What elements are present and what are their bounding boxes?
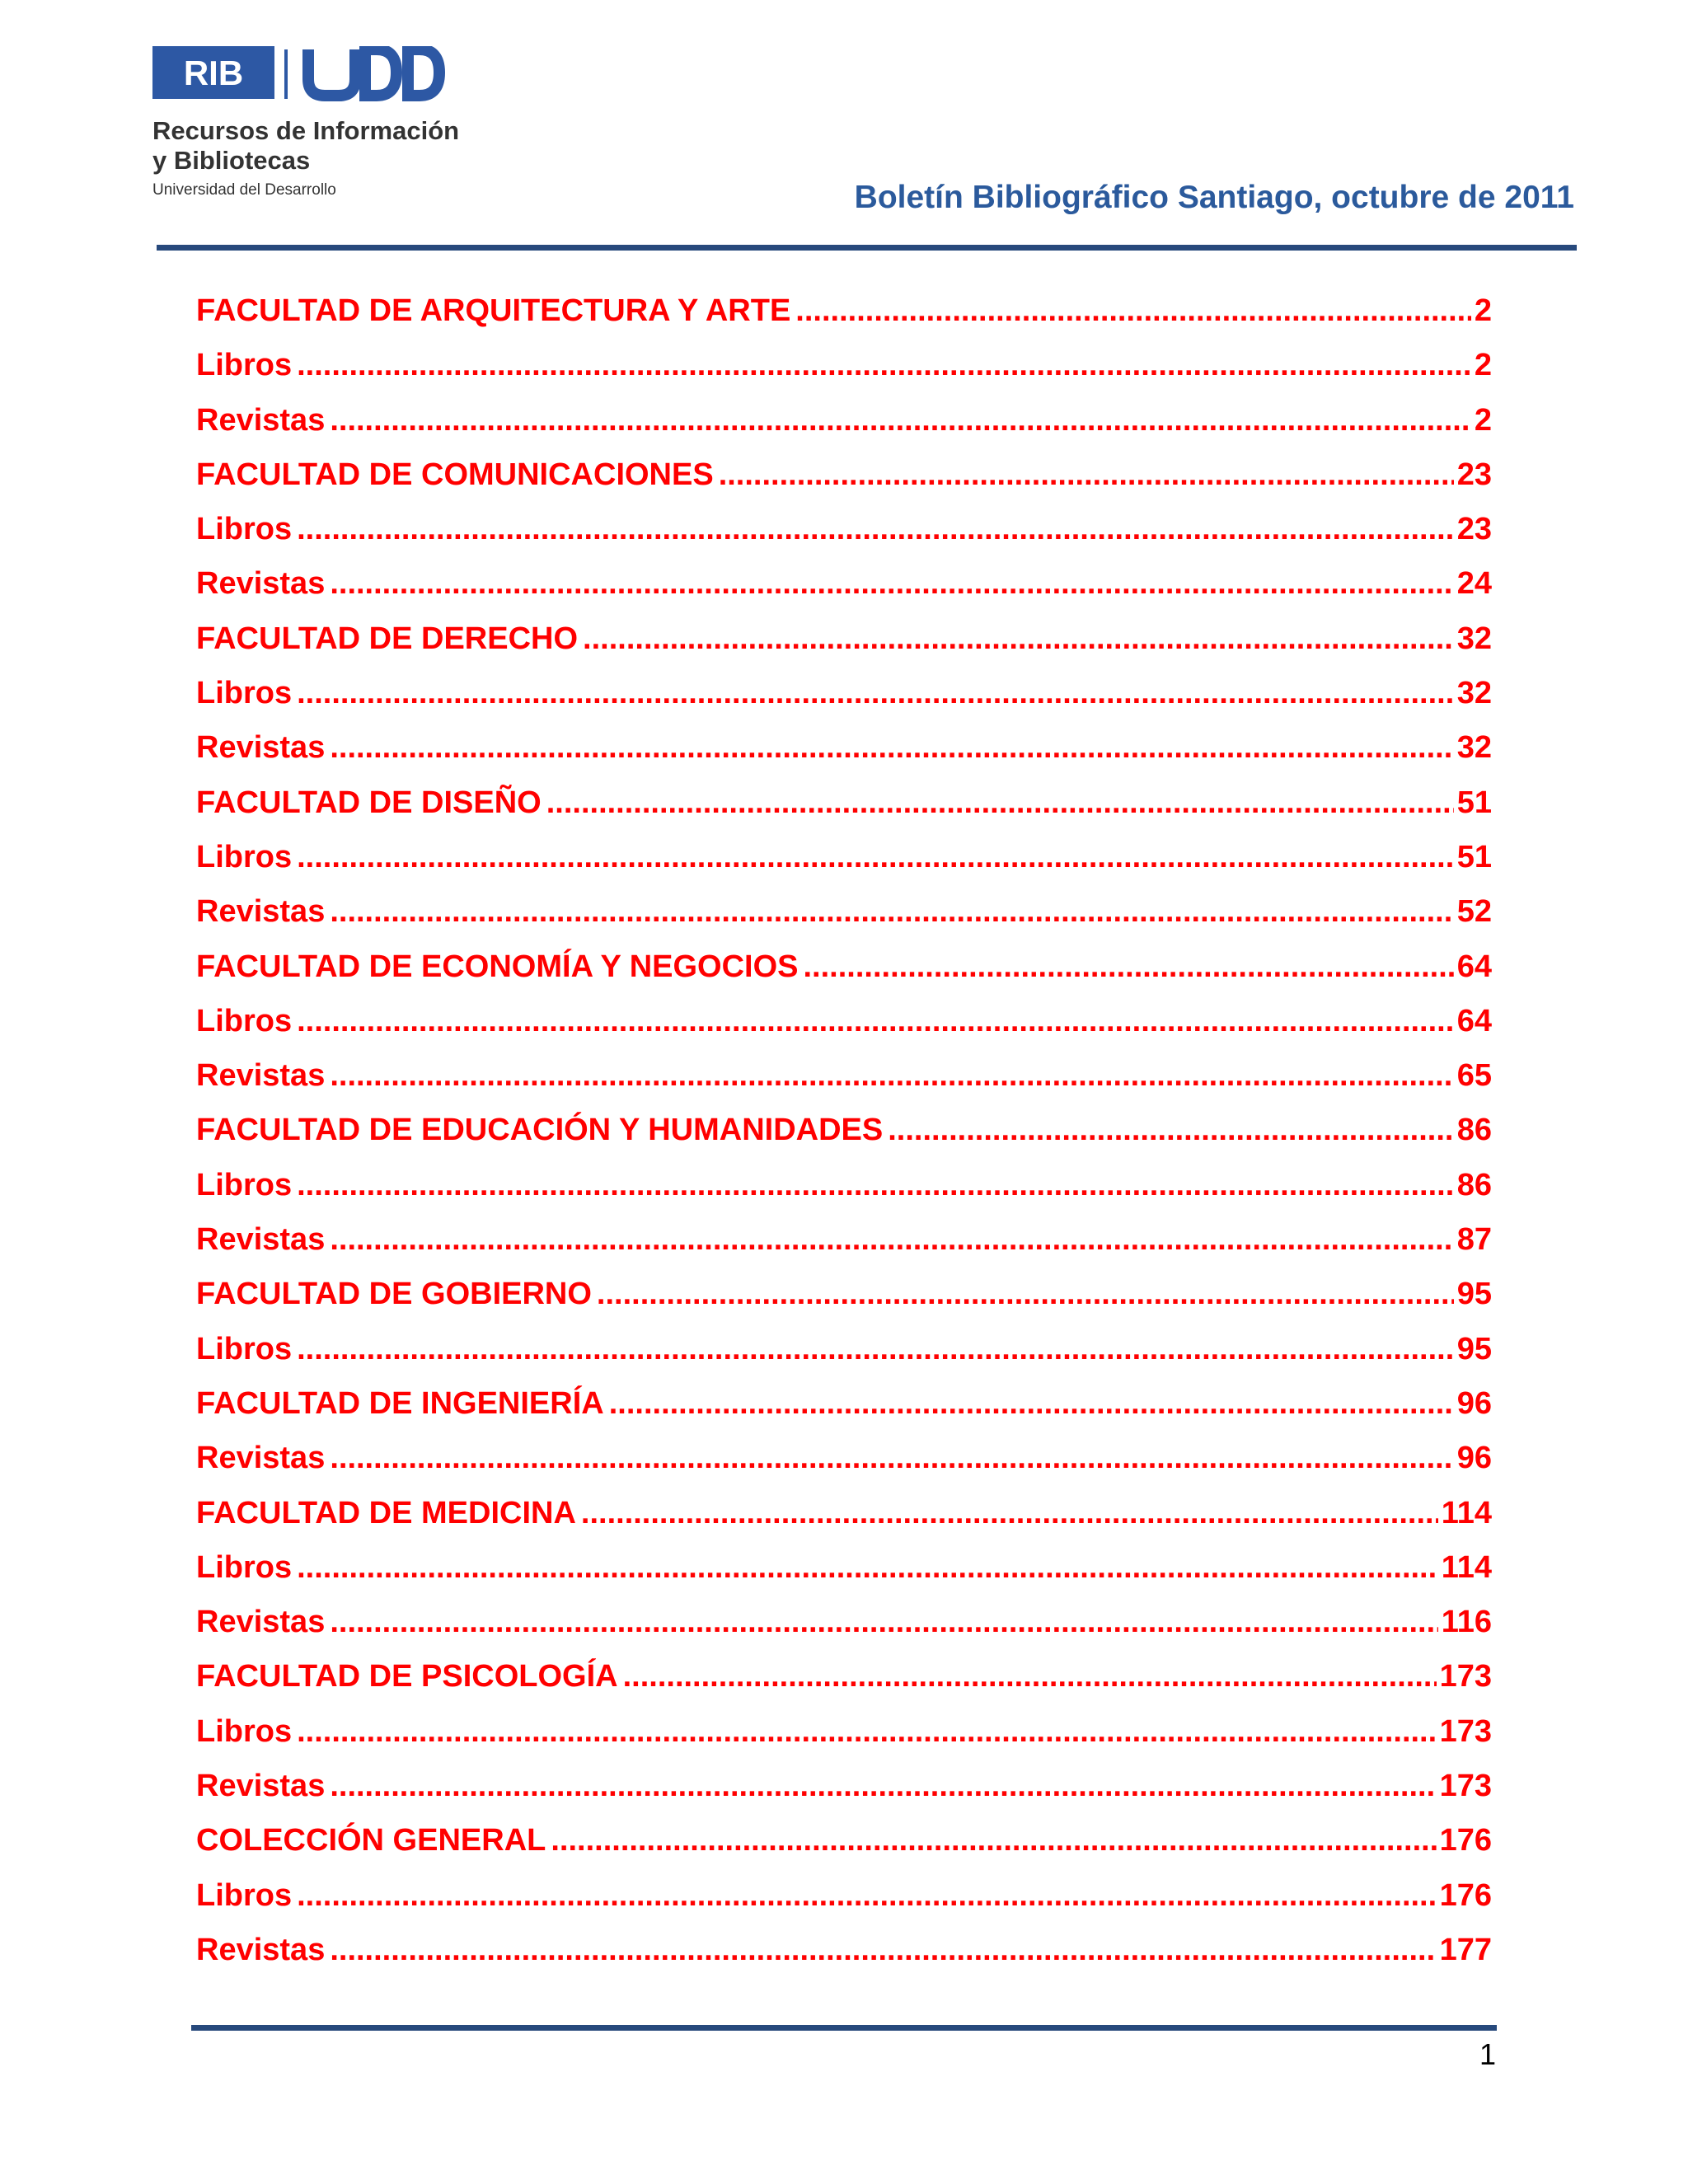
toc-dot-leader <box>609 1376 1454 1431</box>
toc-entry-page: 23 <box>1456 512 1492 547</box>
toc-entry-page: 2 <box>1474 402 1492 438</box>
toc-entry-page: 24 <box>1456 566 1492 602</box>
toc-dot-leader <box>597 1267 1454 1321</box>
toc-entry-label: FACULTAD DE DISEÑO <box>196 785 542 820</box>
toc-entry[interactable] <box>196 612 1492 666</box>
toc-entry-page: 96 <box>1456 1441 1492 1476</box>
toc-entry-page: 2 <box>1474 293 1492 328</box>
toc-entry-label: Revistas <box>196 1058 326 1094</box>
toc-dot-leader <box>551 1813 1436 1868</box>
toc-dot-leader <box>330 556 1453 611</box>
toc-entry-page: 176 <box>1439 1877 1492 1913</box>
toc-entry-label: FACULTAD DE INGENIERÍA <box>196 1385 604 1421</box>
toc-entry-label: FACULTAD DE GOBIERNO <box>196 1277 592 1312</box>
toc-entry-page: 87 <box>1456 1222 1492 1258</box>
toc-entry-label: FACULTAD DE DERECHO <box>196 621 579 656</box>
toc-dot-leader <box>719 448 1454 502</box>
toc-entry[interactable] <box>196 1212 1492 1267</box>
toc-entry-label: Revistas <box>196 1932 326 1967</box>
toc-entry-page: 32 <box>1456 730 1492 766</box>
toc-entry[interactable] <box>196 1813 1492 1868</box>
toc-entry-page: 32 <box>1456 621 1492 656</box>
toc-entry-label: Libros <box>196 676 293 711</box>
toc-entry[interactable] <box>196 1322 1492 1376</box>
toc-dot-leader <box>330 1923 1436 1977</box>
toc-entry-label: Revistas <box>196 402 326 438</box>
logo-line2: y Bibliotecas <box>152 146 311 175</box>
toc-entry[interactable] <box>196 393 1492 448</box>
logo-line3: Universidad del Desarrollo <box>152 181 336 199</box>
header-divider <box>157 245 1577 251</box>
toc-entry-label: Libros <box>196 1167 293 1202</box>
toc-dot-leader <box>330 884 1453 939</box>
toc-entry-page: 116 <box>1441 1605 1492 1640</box>
toc-dot-leader <box>330 720 1453 775</box>
rib-udd-logo <box>152 46 466 203</box>
toc-entry-page: 52 <box>1456 894 1492 930</box>
toc-dot-leader <box>297 338 1471 392</box>
toc-dot-leader <box>297 1322 1454 1376</box>
toc-entry-page: 86 <box>1456 1113 1492 1148</box>
toc-entry[interactable] <box>196 1595 1492 1649</box>
toc-dot-leader <box>330 393 1471 448</box>
toc-entry-label: Libros <box>196 512 293 547</box>
toc-entry-label: FACULTAD DE PSICOLOGÍA <box>196 1659 618 1694</box>
toc-entry[interactable] <box>196 884 1492 939</box>
toc-entry-page: 64 <box>1456 1003 1492 1038</box>
toc-entry-page: 2 <box>1474 348 1492 383</box>
toc-entry[interactable] <box>196 1759 1492 1813</box>
toc-entry[interactable] <box>196 556 1492 611</box>
toc-entry-label: Libros <box>196 1549 293 1585</box>
toc-entry[interactable] <box>196 1048 1492 1103</box>
toc-entry[interactable] <box>196 720 1492 775</box>
toc-entry-label: COLECCIÓN GENERAL <box>196 1823 546 1858</box>
toc-entry-page: 86 <box>1456 1167 1492 1202</box>
toc-entry-label: Libros <box>196 1713 293 1749</box>
toc-dot-leader <box>330 1431 1453 1485</box>
toc-entry[interactable] <box>196 1868 1492 1923</box>
toc-entry-page: 176 <box>1439 1823 1492 1858</box>
toc-dot-leader <box>297 1540 1438 1595</box>
toc-entry[interactable] <box>196 666 1492 720</box>
toc-dot-leader <box>330 1595 1437 1649</box>
toc-entry-page: 64 <box>1456 949 1492 984</box>
toc-dot-leader <box>623 1649 1437 1704</box>
bulletin-title: Boletín Bibliográfico Santiago, octubre de 2011 <box>854 180 1574 215</box>
toc-dot-leader <box>297 994 1454 1048</box>
toc-entry[interactable] <box>196 1376 1492 1431</box>
toc-entry[interactable] <box>196 1486 1492 1540</box>
toc-entry-label: FACULTAD DE EDUCACIÓN Y HUMANIDADES <box>196 1113 884 1148</box>
toc-entry[interactable] <box>196 940 1492 994</box>
toc-entry[interactable] <box>196 284 1492 338</box>
toc-entry-label: Revistas <box>196 1441 326 1476</box>
toc-dot-leader <box>330 1212 1453 1267</box>
toc-entry-label: Revistas <box>196 1605 326 1640</box>
logo-line1: Recursos de Información <box>152 116 460 145</box>
toc-entry[interactable] <box>196 776 1492 830</box>
toc-entry-page: 95 <box>1456 1331 1492 1366</box>
toc-entry[interactable] <box>196 502 1492 556</box>
toc-dot-leader <box>330 1048 1453 1103</box>
toc-dot-leader <box>581 1486 1438 1540</box>
toc-dot-leader <box>804 940 1454 994</box>
toc-dot-leader <box>297 830 1454 884</box>
toc-entry-label: FACULTAD DE MEDICINA <box>196 1495 576 1530</box>
toc-entry[interactable] <box>196 1103 1492 1157</box>
toc-dot-leader <box>297 1868 1436 1923</box>
toc-entry-page: 114 <box>1441 1549 1492 1585</box>
toc-entry-page: 65 <box>1456 1058 1492 1094</box>
toc-dot-leader <box>297 1158 1454 1212</box>
toc-entry-page: 51 <box>1456 785 1492 820</box>
table-of-contents <box>196 284 1492 1977</box>
toc-entry[interactable] <box>196 1267 1492 1321</box>
toc-dot-leader <box>888 1103 1454 1157</box>
toc-entry[interactable] <box>196 1540 1492 1595</box>
toc-entry-page: 95 <box>1456 1277 1492 1312</box>
logo-badge-text: RIB <box>183 54 244 92</box>
toc-entry[interactable] <box>196 1431 1492 1485</box>
toc-entry-label: Libros <box>196 1877 293 1913</box>
toc-entry-page: 177 <box>1439 1932 1492 1967</box>
toc-entry-label: Revistas <box>196 730 326 766</box>
toc-entry[interactable] <box>196 448 1492 502</box>
toc-entry-label: Libros <box>196 348 293 383</box>
toc-entry-label: Libros <box>196 839 293 874</box>
page-number: 1 <box>1479 2037 1496 2071</box>
toc-entry-label: Revistas <box>196 894 326 930</box>
toc-entry-label: FACULTAD DE ARQUITECTURA Y ARTE <box>196 293 791 328</box>
toc-entry-page: 23 <box>1456 457 1492 492</box>
footer-divider <box>191 2025 1497 2031</box>
toc-dot-leader <box>583 612 1454 666</box>
toc-entry-page: 173 <box>1439 1659 1492 1694</box>
toc-dot-leader <box>297 1704 1436 1759</box>
toc-dot-leader <box>546 776 1454 830</box>
toc-dot-leader <box>795 284 1471 338</box>
toc-entry-label: Libros <box>196 1331 293 1366</box>
toc-dot-leader <box>297 502 1454 556</box>
toc-entry-label: Revistas <box>196 566 326 602</box>
toc-entry-page: 96 <box>1456 1385 1492 1421</box>
toc-entry[interactable] <box>196 1704 1492 1759</box>
toc-entry-page: 173 <box>1439 1713 1492 1749</box>
toc-entry[interactable] <box>196 830 1492 884</box>
toc-entry-page: 114 <box>1441 1495 1492 1530</box>
toc-entry-label: Revistas <box>196 1769 326 1804</box>
toc-dot-leader <box>330 1759 1436 1813</box>
toc-entry-page: 32 <box>1456 676 1492 711</box>
toc-entry[interactable] <box>196 1649 1492 1704</box>
toc-dot-leader <box>297 666 1454 720</box>
toc-entry[interactable] <box>196 338 1492 392</box>
toc-entry[interactable] <box>196 1158 1492 1212</box>
toc-entry-label: Libros <box>196 1003 293 1038</box>
toc-entry[interactable] <box>196 1923 1492 1977</box>
toc-entry-page: 173 <box>1439 1769 1492 1804</box>
toc-entry[interactable] <box>196 994 1492 1048</box>
toc-entry-label: FACULTAD DE COMUNICACIONES <box>196 457 714 492</box>
toc-entry-label: Revistas <box>196 1222 326 1258</box>
toc-entry-page: 51 <box>1456 839 1492 874</box>
toc-entry-label: FACULTAD DE ECONOMÍA Y NEGOCIOS <box>196 949 799 984</box>
